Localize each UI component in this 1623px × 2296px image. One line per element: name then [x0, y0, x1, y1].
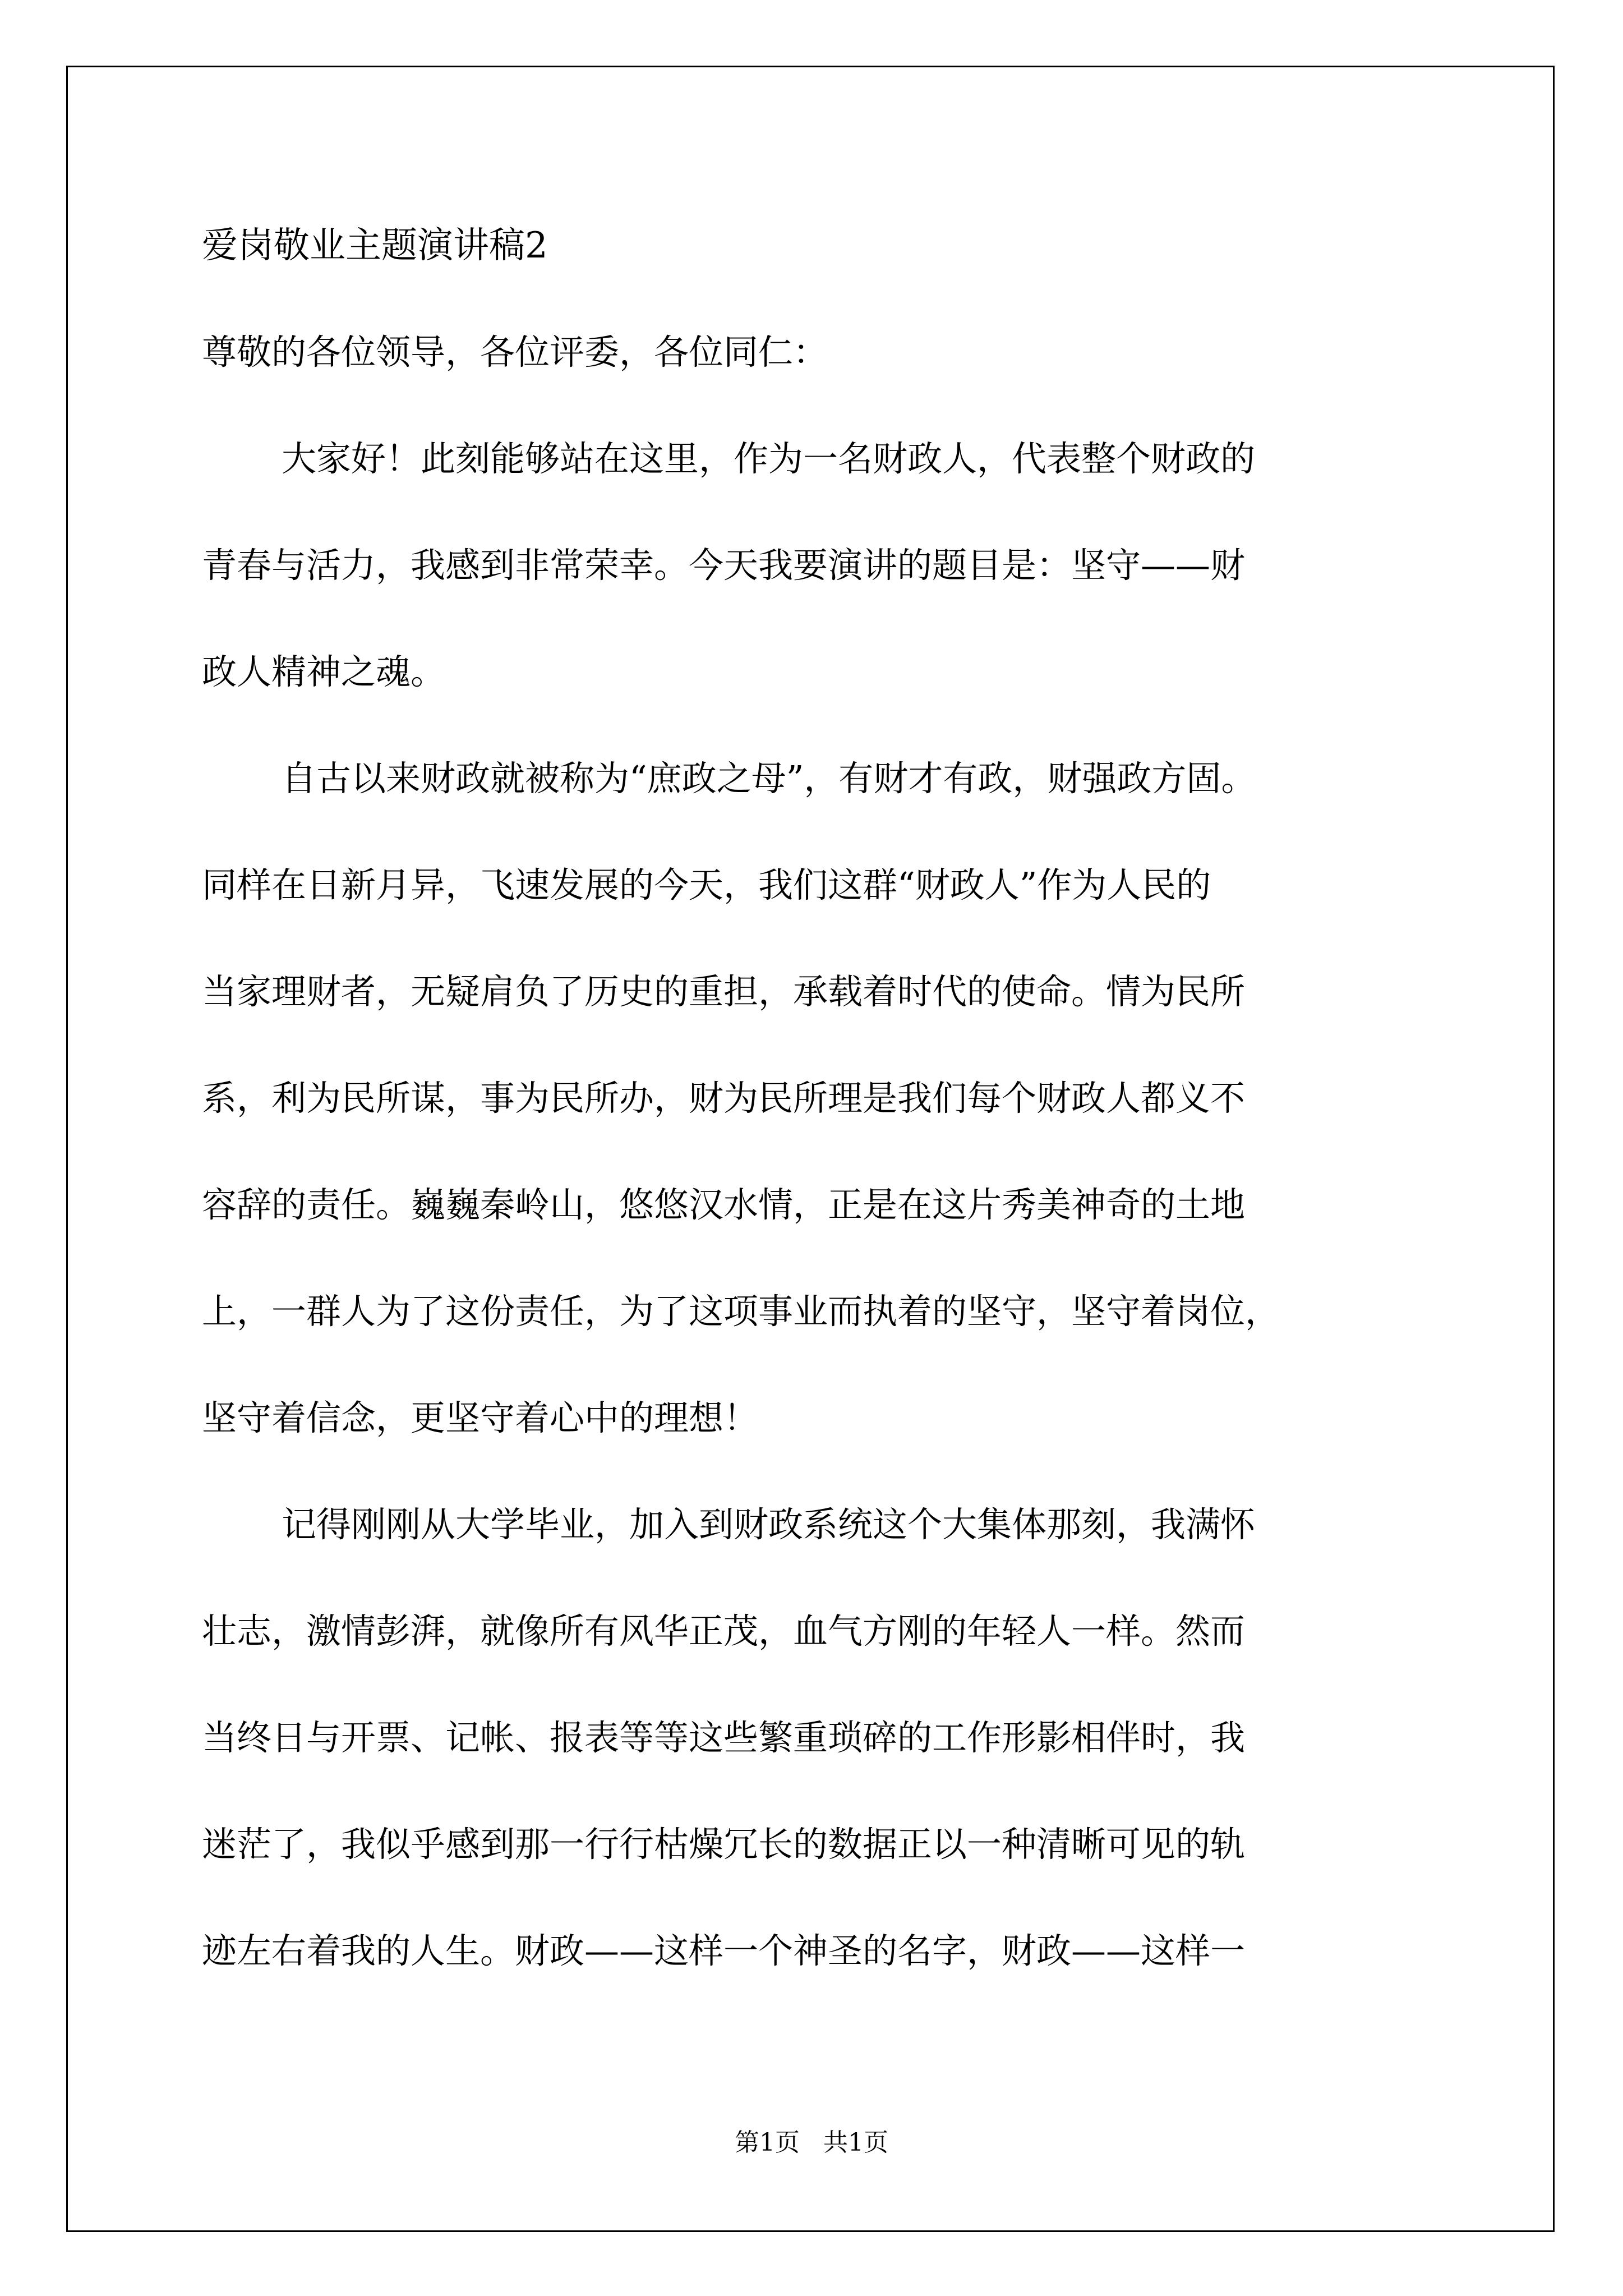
- paragraph-line: 容辞的责任。巍巍秦岭山，悠悠汉水情，正是在这片秀美神奇的土地: [202, 1184, 1246, 1225]
- paragraph-3: [202, 1498, 1424, 1978]
- paragraph-line: 大家好！此刻能够站在这里，作为一名财政人，代表整个财政的: [282, 438, 1256, 479]
- paragraph-line: 壮志，激情彭湃，就像所有风华正茂，血气方刚的年轻人一样。然而: [202, 1611, 1246, 1651]
- paragraph-line: 当家理财者，无疑肩负了历史的重担，承载着时代的使命。情为民所: [202, 971, 1246, 1012]
- paragraph-line: 坚守着信念，更坚守着心中的理想！: [202, 1397, 759, 1438]
- paragraph-line: 迹左右着我的人生。财政——这样一个神圣的名字，财政——这样一: [202, 1930, 1246, 1971]
- paragraph-2: [202, 752, 1424, 1445]
- paragraph-1: [202, 432, 1424, 699]
- paragraph-line: 政人精神之魂。: [202, 651, 446, 692]
- paragraph-line: 青春与活力，我感到非常荣幸。今天我要演讲的题目是：坚守——财: [202, 545, 1246, 586]
- paragraph-line: 同样在日新月异，飞速发展的今天，我们这群“财政人”作为人民的: [202, 864, 1211, 905]
- paragraph-line: 记得刚刚从大学毕业，加入到财政系统这个大集体那刻，我满怀: [282, 1504, 1256, 1545]
- paragraph-line: 系，利为民所谋，事为民所办，财为民所理是我们每个财政人都义不: [202, 1078, 1246, 1119]
- page-footer: 第1页 共1页: [735, 2128, 888, 2157]
- paragraph-line: 迷茫了，我似乎感到那一行行枯燥冗长的数据正以一种清晰可见的轨: [202, 1824, 1246, 1865]
- document-body: [202, 219, 1424, 2031]
- salutation: 尊敬的各位领导，各位评委，各位同仁：: [202, 332, 828, 372]
- paragraph-line: 自古以来财政就被称为“庶政之母”，有财才有政，财强政方固。: [282, 758, 1256, 799]
- document-title: 爱岗敬业主题演讲稿2: [202, 225, 548, 266]
- paragraph-line: 上，一群人为了这份责任，为了这项事业而执着的坚守，坚守着岗位，: [202, 1291, 1280, 1332]
- paragraph-line: 当终日与开票、记帐、报表等等这些繁重琐碎的工作形影相伴时，我: [202, 1717, 1246, 1758]
